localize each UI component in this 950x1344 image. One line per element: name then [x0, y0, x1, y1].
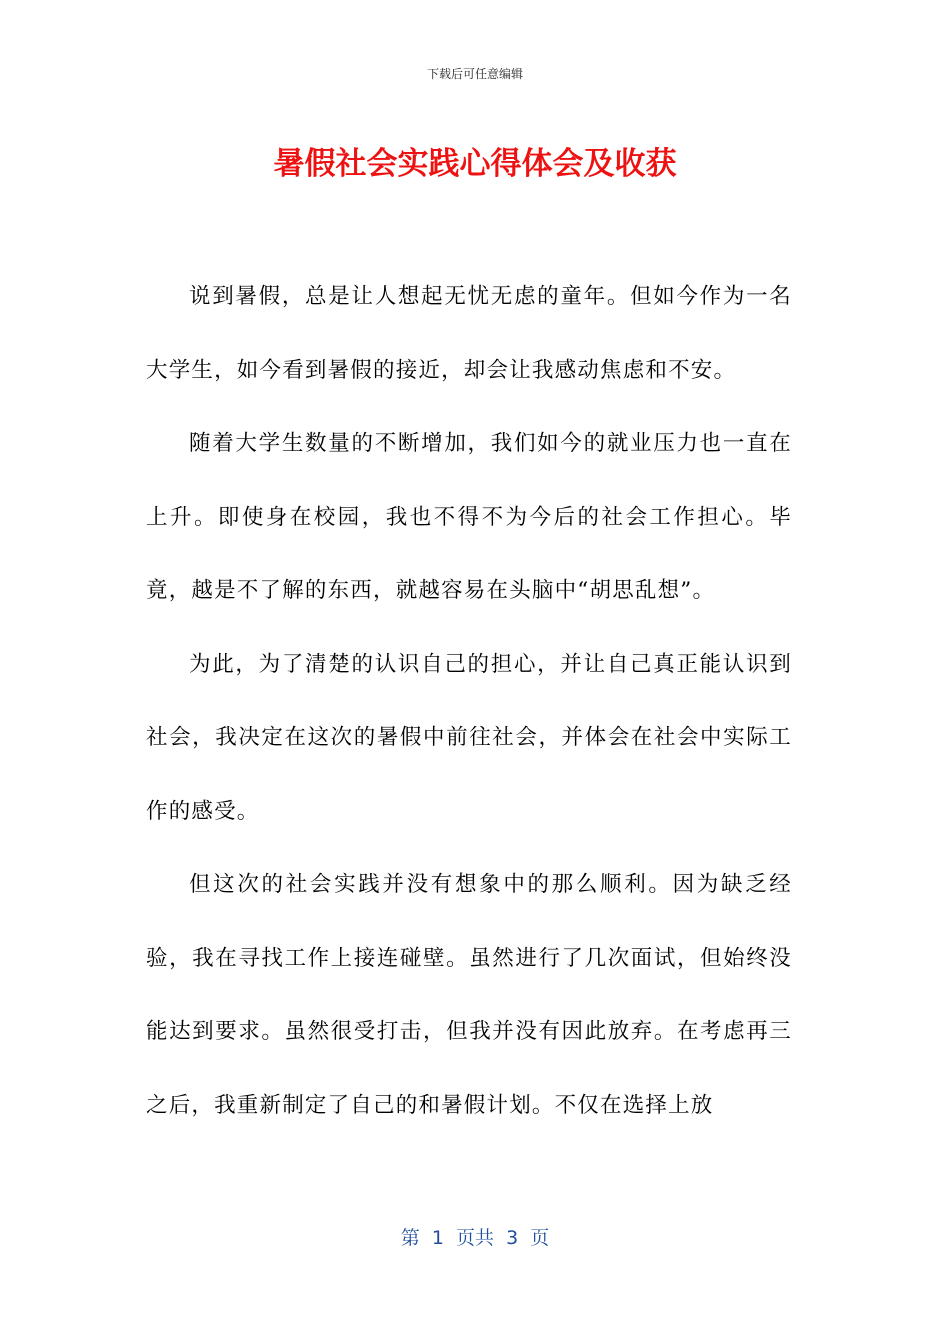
- paragraph: 随着大学生数量的不断增加，我们如今的就业压力也一直在上升。即使身在校园，我也不得不为今后的社会工作担心。毕竟，越是不了解的东西，就越容易在头脑中“胡思乱想”。: [146, 431, 792, 603]
- paragraph: 为此，为了清楚的认识自己的担心，并让自己真正能认识到社会，我决定在这次的暑假中前往社会，并体会在社会中实际工作的感受。: [146, 651, 792, 824]
- document-body: [146, 260, 792, 1142]
- paragraph: 说到暑假，总是让人想起无忧无虑的童年。但如今作为一名大学生，如今看到暑假的接近，却会让我感动焦虑和不安。: [146, 284, 792, 383]
- page-number-footer: 第 1 页共 3 页: [400, 1227, 550, 1249]
- page-header-note: 下载后可任意编辑: [426, 67, 523, 81]
- document-title: 暑假社会实践心得体会及收获: [273, 146, 677, 182]
- paragraph: 但这次的社会实践并没有想象中的那么顺利。因为缺乏经验，我在寻找工作上接连碰壁。虽然进行了几次面试，但始终没能达到要求。虽然很受打击，但我并没有因此放弃。在考虑再三之后，我重新制定了自己的和暑假计划。不仅在选择上放: [146, 872, 792, 1118]
